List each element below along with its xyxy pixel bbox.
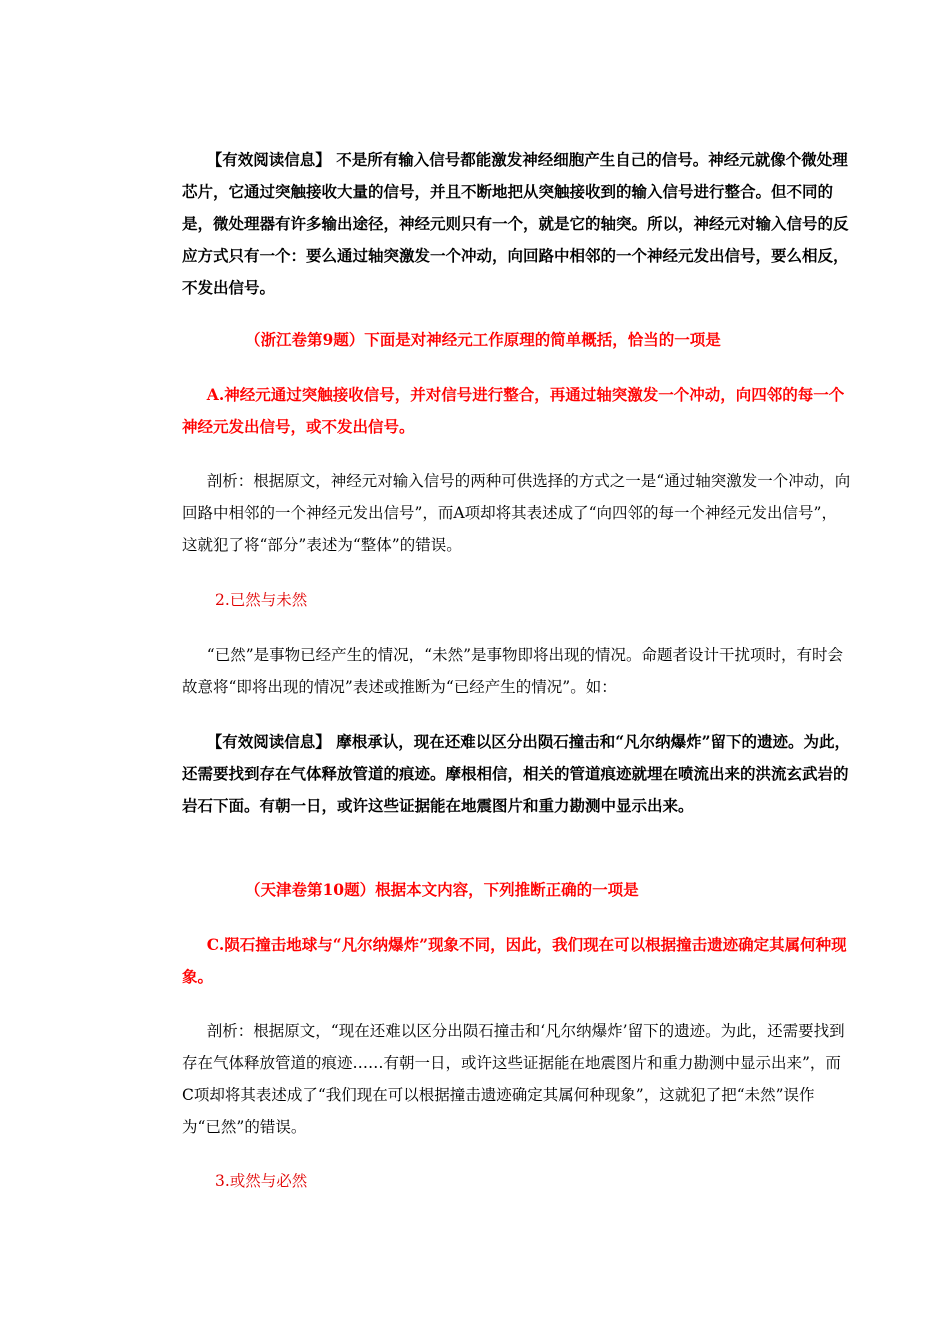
answer-option-c: C.陨石撞击地球与“凡尔纳爆炸”现象不同，因此，我们现在可以根据撞击遗迹确定其属何种现象。 bbox=[182, 935, 847, 986]
analysis-paragraph-2: 剖析：根据原文，“现在还难以区分出陨石撞击和‘凡尔纳爆炸’留下的遗迹。为此，还需要找到存在气体释放管道的痕迹……有朝一日，或许这些证据能在地震图片和重力勘测中显示出来”，而C项却将其表述成了“我们现在可以根据撞击遗迹确定其属何种现象”，这就犯了把“未然”误作为“已然”的错误。 bbox=[182, 1022, 845, 1136]
question-tianjin-10: （天津卷第10题）根据本文内容，下列推断正确的一项是 bbox=[245, 880, 639, 899]
answer-option-a: A.神经元通过突触接收信号，并对信号进行整合，再通过轴突激发一个冲动，向四邻的每一个神经元发出信号，或不发出信号。 bbox=[182, 385, 845, 436]
section-heading-2: 2.已然与未然 bbox=[215, 591, 308, 609]
reading-info-paragraph-1: 【有效阅读信息】 不是所有输入信号都能激发神经细胞产生自己的信号。神经元就像个微处理芯片，它通过突触接收大量的信号，并且不断地把从突触接收到的输入信号进行整合。但不同的是，微处理器有许多输出途径，神经元则只有一个，就是它的轴突。所以，神经元对输入信号的反应方式只有一个：要么通过轴突激发一个冲动，向回路中相邻的一个神经元发出信号，要么相反，不发出信号。 bbox=[182, 150, 849, 297]
question-zhejiang-9: （浙江卷第9题）下面是对神经元工作原理的简单概括，恰当的一项是 bbox=[245, 330, 721, 349]
reading-info-paragraph-2: 【有效阅读信息】 摩根承认，现在还难以区分出陨石撞击和“凡尔纳爆炸”留下的遗迹。为此，还需要找到存在气体释放管道的痕迹。摩根相信，相关的管道痕迹就埋在喷流出来的洪流玄武岩的岩石下面。有朝一日，或许这些证据能在地震图片和重力勘测中显示出来。 bbox=[182, 732, 851, 815]
analysis-paragraph-1: 剖析：根据原文，神经元对输入信号的两种可供选择的方式之一是“通过轴突激发一个冲动，向回路中相邻的一个神经元发出信号”，而A项却将其表述成了“向四邻的每一个神经元发出信号”，这就犯了将“部分”表述为“整体”的错误。 bbox=[182, 472, 851, 554]
section-intro-2: “已然”是事物已经产生的情况，“未然”是事物即将出现的情况。命题者设计干扰项时，有时会故意将“即将出现的情况”表述或推断为“已经产生的情况”。如： bbox=[182, 646, 843, 696]
section-heading-3: 3.或然与必然 bbox=[215, 1172, 308, 1190]
